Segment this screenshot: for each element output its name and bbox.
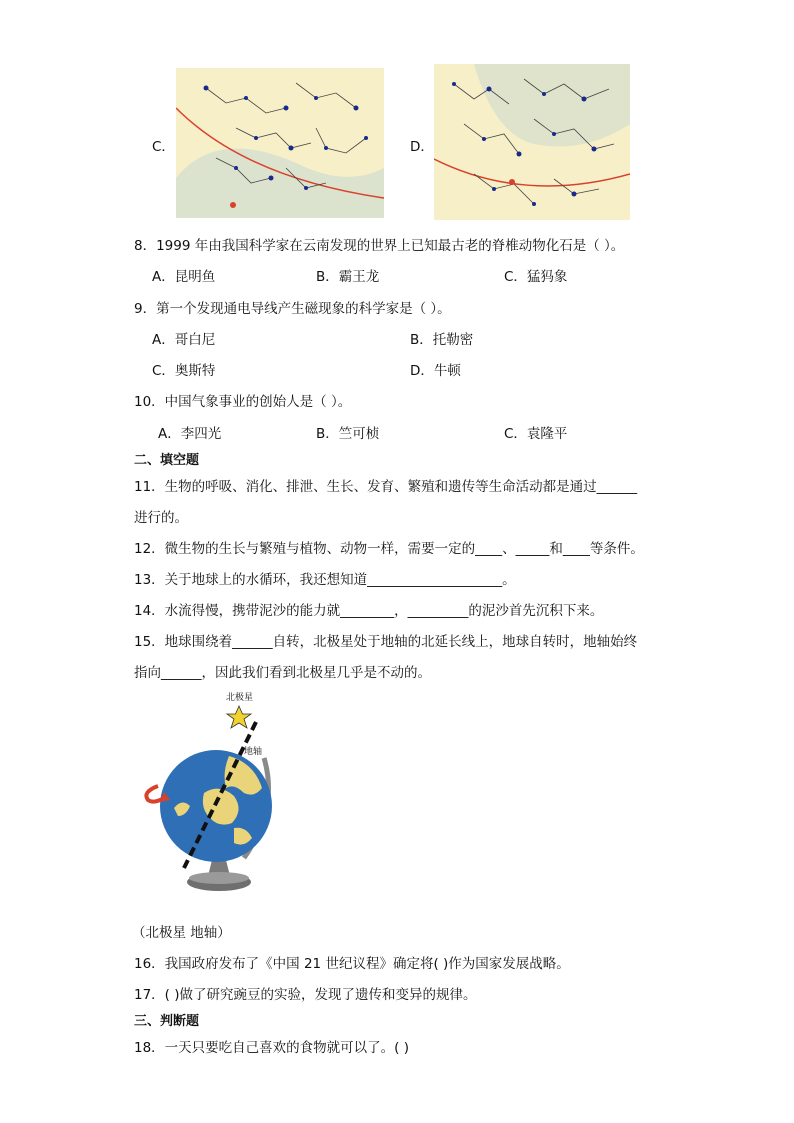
question-12: 12．微生物的生长与繁殖与植物、动物一样，需要一定的____、_____和____等条件。 xyxy=(134,541,644,557)
option-d-label: D． xyxy=(410,139,434,155)
label-earth-axis: 地轴 xyxy=(244,747,263,757)
question-11-line-1: 11．生物的呼吸、消化、排泄、生长、发育、繁殖和遗传等生命活动都是通过______ xyxy=(134,479,638,495)
q8-option-c: C．猛犸象 xyxy=(504,269,568,285)
question-15-line-1: 15．地球围绕着______自转，北极星处于地轴的北延长线上，地球自转时，地轴始终 xyxy=(134,634,638,650)
question-15-line-2: 指向______，因此我们看到北极星几乎是不动的。 xyxy=(134,665,431,681)
label-north-star: 北极星 xyxy=(226,693,254,703)
question-16: 16．我国政府发布了《中国 21 世纪议程》确定将( )作为国家发展战略。 xyxy=(134,956,570,972)
section-fill-in-heading: 二、填空题 xyxy=(134,453,200,468)
q10-option-c: C．袁隆平 xyxy=(504,426,568,442)
question-17: 17．( )做了研究豌豆的实验，发现了遗传和变异的规律。 xyxy=(134,987,477,1003)
q10-option-a: A．李四光 xyxy=(158,426,222,442)
q9-option-b: B．托勒密 xyxy=(410,332,474,348)
question-13: 13．关于地球上的水循环，我还想知道____________________。 xyxy=(134,572,516,588)
globe-illustration xyxy=(134,688,294,898)
star-map-d-image xyxy=(434,64,630,220)
section-true-false-heading: 三、判断题 xyxy=(134,1014,200,1029)
q10-option-b: B．竺可桢 xyxy=(316,426,380,442)
q9-option-c: C．奥斯特 xyxy=(152,363,216,379)
star-map-c-image xyxy=(176,68,384,218)
star-map-c xyxy=(176,68,384,218)
question-11-line-2: 进行的。 xyxy=(134,510,188,526)
q9-option-d: D．牛顿 xyxy=(410,363,461,379)
question-8: 8．1999 年由我国科学家在云南发现的世界上已知最古老的脊椎动物化石是（ ）。 xyxy=(134,238,625,254)
question-18: 18．一天只要吃自己喜欢的食物就可以了。( ) xyxy=(134,1040,410,1056)
q9-option-a: A．哥白尼 xyxy=(152,332,216,348)
question-10: 10．中国气象事业的创始人是（ ）。 xyxy=(134,394,352,410)
q8-option-a: A．昆明鱼 xyxy=(152,269,216,285)
option-c-label: C． xyxy=(152,139,175,155)
q8-option-b: B．霸王龙 xyxy=(316,269,380,285)
question-9: 9．第一个发现通电导线产生磁现象的科学家是（ ）。 xyxy=(134,301,451,317)
word-bank: （北极星 地轴） xyxy=(132,925,231,941)
question-14: 14．水流得慢，携带泥沙的能力就________，_________的泥沙首先沉积下来。 xyxy=(134,603,604,619)
star-map-d xyxy=(434,64,630,220)
